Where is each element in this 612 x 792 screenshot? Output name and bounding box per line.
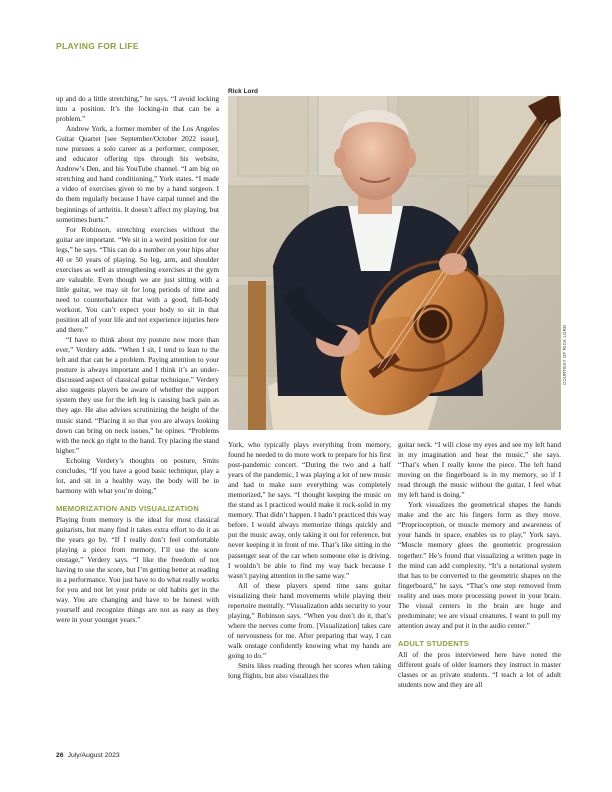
portrait-photo: [228, 96, 561, 430]
paragraph: York visualizes the geometrical shapes the hands make and the arc his fingers form as they move. “Proprioception, or muscle memory and awareness of your hands in space, enables us to play,” York says. “Muscle memory glues the geometric progression together.” He’s found that visualizing a written page in the mind can add complexity. “It’s a notational system that has to be converted to the geometric shapes on the fingerboard,” he says. “That’s one step removed from reality and uses more processing power in your brain. The visual centers in the brain are huge and predominate; we are visual creatures. I want to pull my attention away and put it in the audio center.”: [398, 501, 561, 630]
paragraph: All of the pros interviewed here have noted the different goals of older learners they instruct in master classes or as private students. “I teach a lot of adult students now and they are all: [398, 650, 561, 690]
paragraph: Playing from memory is the ideal for most classical guitarists, but many find it takes extra effort to do it as the years go by. “If I really don’t feel comfortable playing a piece from memory, I’ll use the score onstage,” Verdery says. “I like the freedom of not having to use the score, but I’m getting better at reading in a performance. You just have to do what really works for you and not let your pride or old habits get in the way. You are changing and have to be honest with yourself and recognize things are not as easy as they were in your younger years.”: [56, 515, 219, 625]
photo-caption: Rick Lord: [228, 88, 258, 95]
page-footer: [56, 752, 120, 759]
section-header: PLAYING FOR LIFE: [56, 41, 139, 51]
paragraph: up and do a little stretching,” he says. “I avoid locking into a position. It’s the locking-in that can be a problem.”: [56, 95, 219, 124]
paragraph: Echoing Verdery’s thoughts on posture, Smits concludes, “If you have a good basic technique, play a lot, and sit in a healthy way, the body will be in harmony with what you’re doing.”: [56, 456, 219, 495]
paragraph: Andrew York, a former member of the Los Angeles Guitar Quartet [see September/October 2022 issue], now pursues a solo career as a performer, composer, and educator offering tips through his website, Andrew’s Den, and his YouTube channel. “I am big on stretching and hand conditioning,” York states. “I made a video of exercises given to me by a hand surgeon. I do them regularly because I have carpal tunnel and the beginnings of arthritis. It doesn’t affect my playing, but sometimes hurts.”: [56, 125, 219, 224]
guitarist-illustration: [228, 96, 561, 430]
column-1: [56, 94, 219, 625]
paragraph: Smits likes reading through her scores when taking long flights, but also visualizes the: [228, 662, 391, 681]
paragraph: “I have to think about my posture now more than ever,” Verdery adds. “When I sit, I tend to lean to the left and that can be a problem. Paying attention to your posture is always important and I think it’s an under-discussed aspect of classical guitar technique.” Verdery also suggests players be aware of whether the support system they use for the left leg is causing back pain as they age. He also advises scrutinizing the height of the music stand. “Placing it so that you are always looking down can bring on neck issues,” he opines. “Problems with the neck go right to the hand. Try placing the stand higher.”: [56, 336, 219, 455]
photo-credit: COURTESY OF RICK LORD: [562, 324, 567, 385]
page-number: 26: [56, 752, 64, 759]
paragraph: For Robinson, stretching exercises without the guitar are important. “We sit in a weird position for our legs,” he says. “This can do a number on your hips after 40 or 50 years of playing. So leg, arm, and shoulder exercises as well as strengthening exercises at the gym are valuable. Even though we are just sitting with a little guitar, we may sit for long periods of time and need to counterbalance that with a good, full-body workout. You can’t expect your body to sit in that position all of your life and not experience injuries here and there.”: [56, 225, 219, 335]
column-3: [398, 440, 561, 690]
subheading-adult-students: ADULT STUDENTS: [398, 638, 469, 648]
paragraph: guitar neck. “I will close my eyes and see my left hand in my imagination and hear the music,” she says. “That’s when I really know the piece. The left hand moving on the fingerboard is in my memory, so if I read through the music without the guitar, I feel what my left hand is doing.”: [398, 441, 561, 500]
paragraph: York, who typically plays everything from memory, found he needed to do more work to prepare for his first post-pandemic concert. “During the two and a half years of the pandemic, I was playing a lot of new music and had to make sure everything was completely memorized,” he says. “I thought keeping the music on the stand as I practiced would make it rock-solid in my memory. That didn’t happen. I hadn’t practiced this way before. I would always memorize things quickly and put the music away, only taking it out for reference, but never keeping it in front of me. That’s like sitting in the passenger seat of the car when someone else is driving. I wouldn’t be able to find my way back because I wasn’t paying attention in the same way.”: [228, 441, 392, 580]
paragraph: All of these players spend time sans guitar visualizing their hand movements while playing their repertoire mentally. “Visualization adds security to your playing,” Robinson says. “When you don’t do it, that’s where the nerves come from. [Visualization] takes care of nervousness for me. After preparing that way, I can walk onstage confidently knowing what my hands are going to do.”: [228, 581, 391, 660]
issue-date: July/August 2023: [67, 752, 120, 759]
column-2: [228, 440, 391, 681]
subheading-memorization: MEMORIZATION AND VISUALIZATION: [56, 503, 199, 513]
